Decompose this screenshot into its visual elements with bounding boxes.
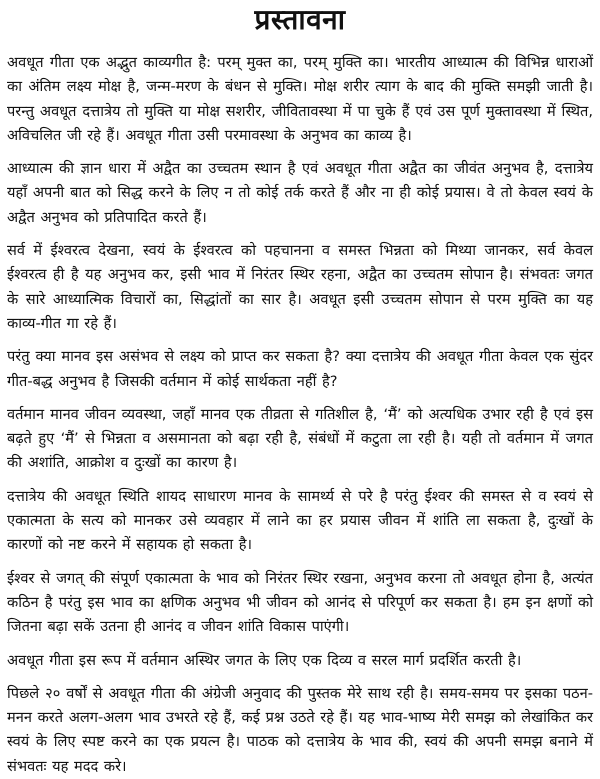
paragraph-2: आध्यात्म की ज्ञान धारा में अद्वैत का उच्चतम स्थान है एवं अवधूत गीता अद्वैत का जीवंत अनुभव है, दत्तात्रेय यहाँ अपनी बात को सिद्ध करने के लिए न तो कोई तर्क करते हैं और ना ही कोई प्रयास। वे तो केवल स्वयं के अद्वैत अनुभव को प्रतिपादित करते हैं। [7,160,593,226]
paragraph-5: वर्तमान मानव जीवन व्यवस्था, जहाँ मानव एक तीव्रता से गतिशील है, ‘मैं’ को अत्यधिक उभार रही है एवं इस बढ़ते हुए ‘मैं’ से भिन्नता व असमानता को बढ़ा रही है, संबंधों में कटुता ला रही है। यही तो वर्तमान में जगत की अशांति, आक्रोश व दुःखों का कारण है। [7,405,593,472]
paragraph-9: पिछले २० वर्षों से अवधूत गीता की अंग्रेजी अनुवाद की पुस्तक मेरे साथ रही है। समय-समय पर इसका पठन-मनन करते अलग-अलग भाव उभरते रहे हैं, कई प्रश्न उठते रहे हैं। यह भाव-भाष्य मेरी समझ को लेखांकित कर स्वयं के लिए स्पष्ट करने का एक प्रयत्न है। पाठक को दत्तात्रेय के भाव की, स्वयं की अपनी समझ बनाने में संभवतः यह मदद करे। [7,684,593,775]
paragraph-8: अवधूत गीता इस रूप में वर्तमान अस्थिर जगत के लिए एक दिव्य व सरल मार्ग प्रदर्शित करती है। [7,651,522,669]
document-body [7,51,593,779]
paragraph-1: अवधूत गीता एक अद्भुत काव्यगीत है: परम् मुक्त का, परम् मुक्ति का। भारतीय आध्यात्म की विभिन्न धाराओं का अंतिम लक्ष्य मोक्ष है, जन्म-मरण के बंधन से मुक्ति। मोक्ष शरीर त्याग के बाद की मुक्ति समझी जाती है। परन्तु अवधूत दत्तात्रेय तो मुक्ति या मोक्ष सशरीर, जीवितावस्था में पा चुके हैं एवं उस पूर्ण मुक्तावस्था में स्थित, अविचलित जी रहे हैं। अवधूत गीता उसी परमावस्था के अनुभव का काव्य है। [7,54,593,144]
page-title: प्रस्तावना [254,3,346,36]
paragraph-7: ईश्वर से जगत् की संपूर्ण एकात्मता के भाव को निरंतर स्थिर रखना, अनुभव करना तो अवधूत होना है, अत्यंत कठिन है परंतु इस भाव का क्षणिक अनुभव भी जीवन को आनंद से परिपूर्ण कर सकता है। हम इन क्षणों को जितना बढ़ा सकें उतना ही आनंद व जीवन शांति विकास पाएंगी। [7,569,593,636]
paragraph-6: दत्तात्रेय की अवधूत स्थिति शायद साधारण मानव के सामर्थ्य से परे है परंतु ईश्वर की समस्त से व स्वयं से एकात्मता के सत्य को मानकर उसे व्यवहार में लाने का हर प्रयास जीवन में शांति ला सकता है, दुःखों के कारणों को नष्ट करने में सहायक हो सकता है। [7,487,593,554]
document-page [0,2,600,775]
paragraph-4: परंतु क्या मानव इस असंभव से लक्ष्य को प्राप्त कर सकता है? क्या दत्तात्रेय की अवधूत गीता केवल एक सुंदर गीत-बद्ध अनुभव है जिसकी वर्तमान में कोई सार्थकता नहीं है? [7,348,593,390]
paragraph-3: सर्व में ईश्वरत्व देखना, स्वयं के ईश्वरत्व को पहचानना व समस्त भिन्नता को मिथ्या जानकर, सर्व केवल ईश्वरत्व ही है यह अनुभव कर, इसी भाव में निरंतर स्थिर रहना, अद्वैत का उच्चतम सोपान है। संभवतः जगत के सारे आध्यात्मिक विचारों का, सिद्धांतों का सार है। अवधूत इसी उच्चतम सोपान से परम मुक्ति का यह काव्य-गीत गा रहे हैं। [7,242,593,332]
